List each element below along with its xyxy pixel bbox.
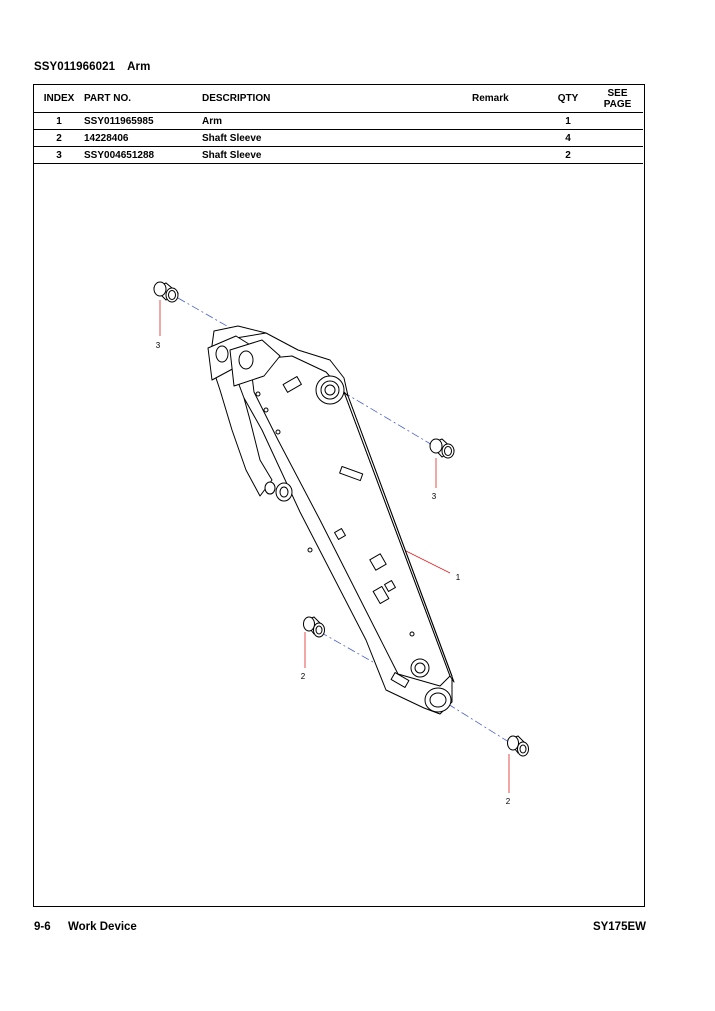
col-index: INDEX — [34, 85, 84, 113]
cell-description: Shaft Sleeve — [202, 147, 472, 164]
callout-2-lower-left: 2 — [300, 672, 306, 681]
cell-description: Arm — [202, 113, 472, 130]
col-description: DESCRIPTION — [202, 85, 472, 113]
cell-description: Shaft Sleeve — [202, 130, 472, 147]
assembly-code: SSY011966021 — [34, 61, 116, 73]
arm-part — [208, 326, 454, 714]
shaft-sleeve-lower-left — [304, 617, 325, 637]
cell-part-no: SSY004651288 — [84, 147, 202, 164]
cell-index: 2 — [34, 130, 84, 147]
page-number: 9-6 — [34, 921, 51, 933]
cell-part-no: 14228406 — [84, 130, 202, 147]
model-name: SY175EW — [592, 921, 646, 933]
col-remark: Remark — [472, 85, 544, 113]
callout-2-lower-right: 2 — [505, 797, 511, 806]
col-qty: QTY — [544, 85, 592, 113]
cell-index: 3 — [34, 147, 84, 164]
cell-part-no: SSY011965985 — [84, 113, 202, 130]
col-part-no: PART NO. — [84, 85, 202, 113]
callout-3-upper-left: 3 — [155, 341, 161, 350]
assembly-name: Arm — [127, 61, 151, 73]
footer-section — [34, 921, 137, 933]
cell-index: 1 — [34, 113, 84, 130]
cell-qty: 2 — [544, 147, 592, 164]
section-name: Work Device — [68, 921, 137, 933]
col-see-page-line1: SEE — [607, 87, 628, 99]
callout-3-upper-right: 3 — [431, 492, 437, 501]
cell-qty: 4 — [544, 130, 592, 147]
shaft-sleeve-upper-left — [154, 282, 178, 302]
callout-1-arm: 1 — [455, 573, 461, 582]
col-see-page-line2: PAGE — [603, 98, 632, 110]
shaft-sleeve-upper-right — [430, 439, 454, 458]
cell-qty: 1 — [544, 113, 592, 130]
shaft-sleeve-lower-right — [508, 736, 529, 756]
